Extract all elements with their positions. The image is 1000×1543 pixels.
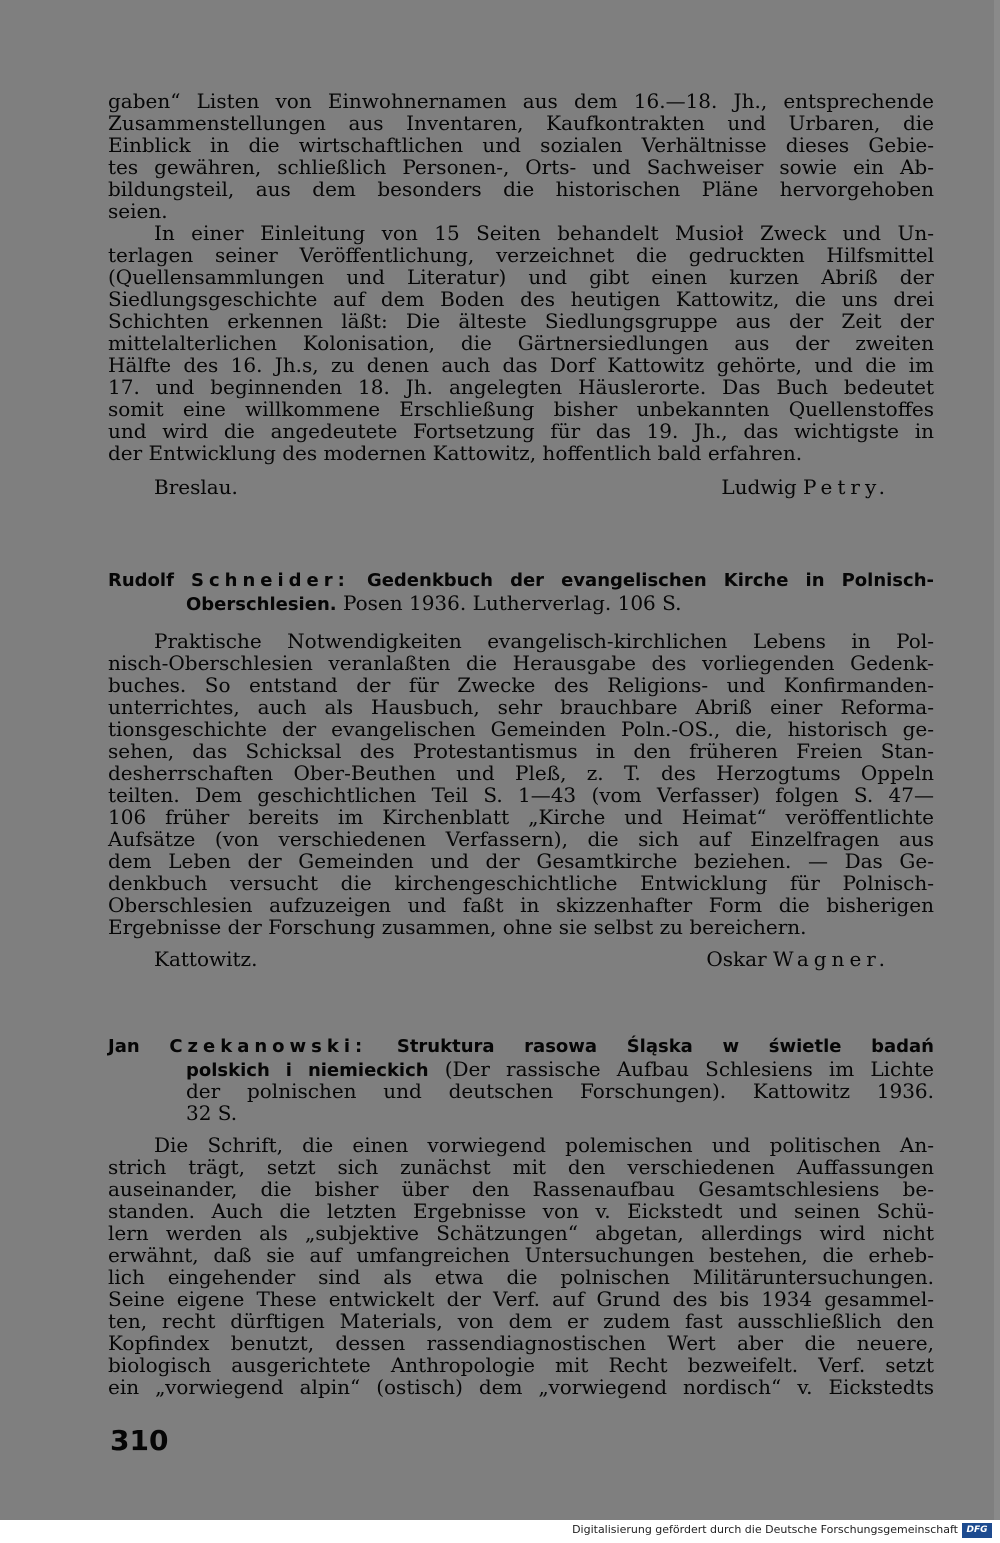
text-line: In einer Einleitung von 15 Seiten behandelt Musioł Zweck und Un- <box>154 221 934 245</box>
heading-title: Gedenkbuch der evangelischen Kirche in Polnisch- <box>366 570 934 591</box>
signature-author <box>706 948 890 970</box>
heading-publication: Posen 1936. Lutherverlag. 106 S. <box>342 591 682 615</box>
author-first-name: Ludwig <box>721 475 797 499</box>
heading-title-cont: polskich i niemieckich <box>186 1060 429 1081</box>
text-line: tes gewähren, schließlich Personen-, Orts- und Sachweiser sowie ein Ab- <box>108 155 934 179</box>
text-line: (Quellensammlungen und Literatur) und gibt einen kurzen Abriß der <box>108 265 934 289</box>
author-first-name: Oskar <box>706 947 767 971</box>
text-line: gaben“ Listen von Einwohnernamen aus dem 16.—18. Jh., entsprechende <box>108 89 934 113</box>
text-line: denkbuch versucht die kirchengeschichtliche Entwicklung für Polnisch- <box>108 871 934 895</box>
text-line: 17. und beginnenden 18. Jh. angelegten Häuslerorte. Das Buch bedeutet <box>108 375 934 399</box>
review-heading <box>108 570 934 592</box>
text-line: somit eine willkommene Erschließung bisher unbekannten Quellenstoffes <box>108 397 934 421</box>
text-line: nisch-Oberschlesien veranlaßten die Herausgabe des vorliegenden Gedenk- <box>108 651 934 675</box>
footer-credit: Digitalisierung gefördert durch die Deutsche Forschungsgemeinschaft <box>572 1523 958 1536</box>
text-line: Schichten erkennen läßt: Die älteste Siedlungsgruppe aus der Zeit der <box>108 309 934 333</box>
text-line: erwähnt, daß sie auf umfangreichen Untersuchungen bestehen, die erheb- <box>108 1243 934 1267</box>
text-line: biologisch ausgerichtete Anthropologie mit Recht bezweifelt. Verf. setzt <box>108 1353 934 1377</box>
signature-author <box>721 476 890 498</box>
text-line: Siedlungsgeschichte auf dem Boden des heutigen Kattowitz, die uns drei <box>108 287 934 311</box>
text-line: 106 früher bereits im Kirchenblatt „Kirche und Heimat“ veröffentlichte <box>108 805 934 829</box>
text-line: unterrichtes, auch als Hausbuch, sehr brauchbare Abriß einer Reforma- <box>108 695 934 719</box>
author-last-name: Petry. <box>803 475 890 499</box>
text-line: Kopfindex benutzt, dessen rassendiagnostischen Wert aber die neuere, <box>108 1331 934 1355</box>
text-line: teilten. Dem geschichtlichen Teil S. 1—43 (vom Verfasser) folgen S. 47— <box>108 783 934 807</box>
review-heading-cont <box>186 592 934 614</box>
dfg-logo-icon: DFG <box>962 1523 992 1538</box>
heading-subtitle-line: der polnischen und deutschen Forschungen). Kattowitz 1936. <box>186 1079 934 1103</box>
text-line: Aufsätze (von verschiedenen Verfassern), die sich auf Einzelfragen aus <box>108 827 934 851</box>
text-line: bildungsteil, aus dem besonders die historischen Pläne hervorgehoben <box>108 177 934 201</box>
author-last-name: Wagner. <box>773 947 890 971</box>
signature-place: Kattowitz. <box>154 947 258 971</box>
heading-author-first: Jan <box>108 1036 140 1057</box>
text-line: Seine eigene These entwickelt der Verf. auf Grund des bis 1934 gesammel- <box>108 1287 934 1311</box>
heading-subtitle-line: 32 S. <box>186 1101 238 1125</box>
text-line: Die Schrift, die einen vorwiegend polemischen und politischen An- <box>154 1133 934 1157</box>
text-line: standen. Auch die letzten Ergebnisse von v. Eickstedt und seinen Schü- <box>108 1199 934 1223</box>
text-line: Hälfte des 16. Jh.s, zu denen auch das Dorf Kattowitz gehörte, und die im <box>108 353 934 377</box>
text-line: seien. <box>108 199 168 223</box>
text-line: lich eingehender sind als etwa die polnischen Militäruntersuchungen. <box>108 1265 934 1289</box>
text-line: Einblick in die wirtschaftlichen und sozialen Verhältnisse dieses Gebie- <box>108 133 934 157</box>
heading-subtitle: (Der rassische Aufbau Schlesiens im Lichte <box>444 1057 934 1081</box>
text-line: buches. So entstand der für Zwecke des Religions- und Konfirmanden- <box>108 673 934 697</box>
heading-author-last: Czekanowski: <box>169 1036 368 1057</box>
heading-author-first: Rudolf <box>108 570 174 591</box>
text-line: ten, recht dürftigen Materials, von dem er zudem fast ausschließlich den <box>108 1309 934 1333</box>
text-line: terlagen seiner Veröffentlichung, verzeichnet die gedruckten Hilfsmittel <box>108 243 934 267</box>
text-line: der Entwicklung des modernen Kattowitz, hoffentlich bald erfahren. <box>108 441 803 465</box>
scan-edge <box>994 0 1000 1543</box>
heading-author-last: Schneider: <box>191 570 350 591</box>
text-line: auseinander, die bisher über den Rassenaufbau Gesamtschlesiens be- <box>108 1177 934 1201</box>
text-line: tionsgeschichte der evangelischen Gemeinden Poln.-OS., die, historisch ge- <box>108 717 934 741</box>
heading-title-cont: Oberschlesien. <box>186 594 337 615</box>
text-line: Ergebnisse der Forschung zusammen, ohne sie selbst zu bereichern. <box>108 915 807 939</box>
review-heading <box>108 1036 934 1058</box>
text-line: mittelalterlichen Kolonisation, die Gärtnersiedlungen aus der zweiten <box>108 331 934 355</box>
digitization-footer <box>0 1520 1000 1543</box>
text-line: Oberschlesien aufzuzeigen und faßt in skizzenhafter Form die bisherigen <box>108 893 934 917</box>
page-number: 310 <box>110 1424 169 1457</box>
text-line: dem Leben der Gemeinden und der Gesamtkirche beziehen. — Das Ge- <box>108 849 934 873</box>
text-line: lern werden als „subjektive Schätzungen“ abgetan, allerdings wird nicht <box>108 1221 934 1245</box>
text-line: und wird die angedeutete Fortsetzung für das 19. Jh., das wichtigste in <box>108 419 934 443</box>
text-line: desherrschaften Ober-Beuthen und Pleß, z. T. des Herzogtums Oppeln <box>108 761 934 785</box>
text-line: Zusammenstellungen aus Inventaren, Kaufkontrakten und Urbaren, die <box>108 111 934 135</box>
review-heading-cont <box>186 1058 934 1080</box>
signature-place: Breslau. <box>154 475 238 499</box>
heading-title: Struktura rasowa Śląska w świetle badań <box>396 1036 934 1057</box>
text-line: sehen, das Schicksal des Protestantismus in den früheren Freien Stan- <box>108 739 934 763</box>
text-line: Praktische Notwendigkeiten evangelisch-kirchlichen Lebens in Pol- <box>154 629 934 653</box>
text-line: strich trägt, setzt sich zunächst mit den verschiedenen Auffassungen <box>108 1155 934 1179</box>
text-line: ein „vorwiegend alpin“ (ostisch) dem „vorwiegend nordisch“ v. Eickstedts <box>108 1375 934 1399</box>
